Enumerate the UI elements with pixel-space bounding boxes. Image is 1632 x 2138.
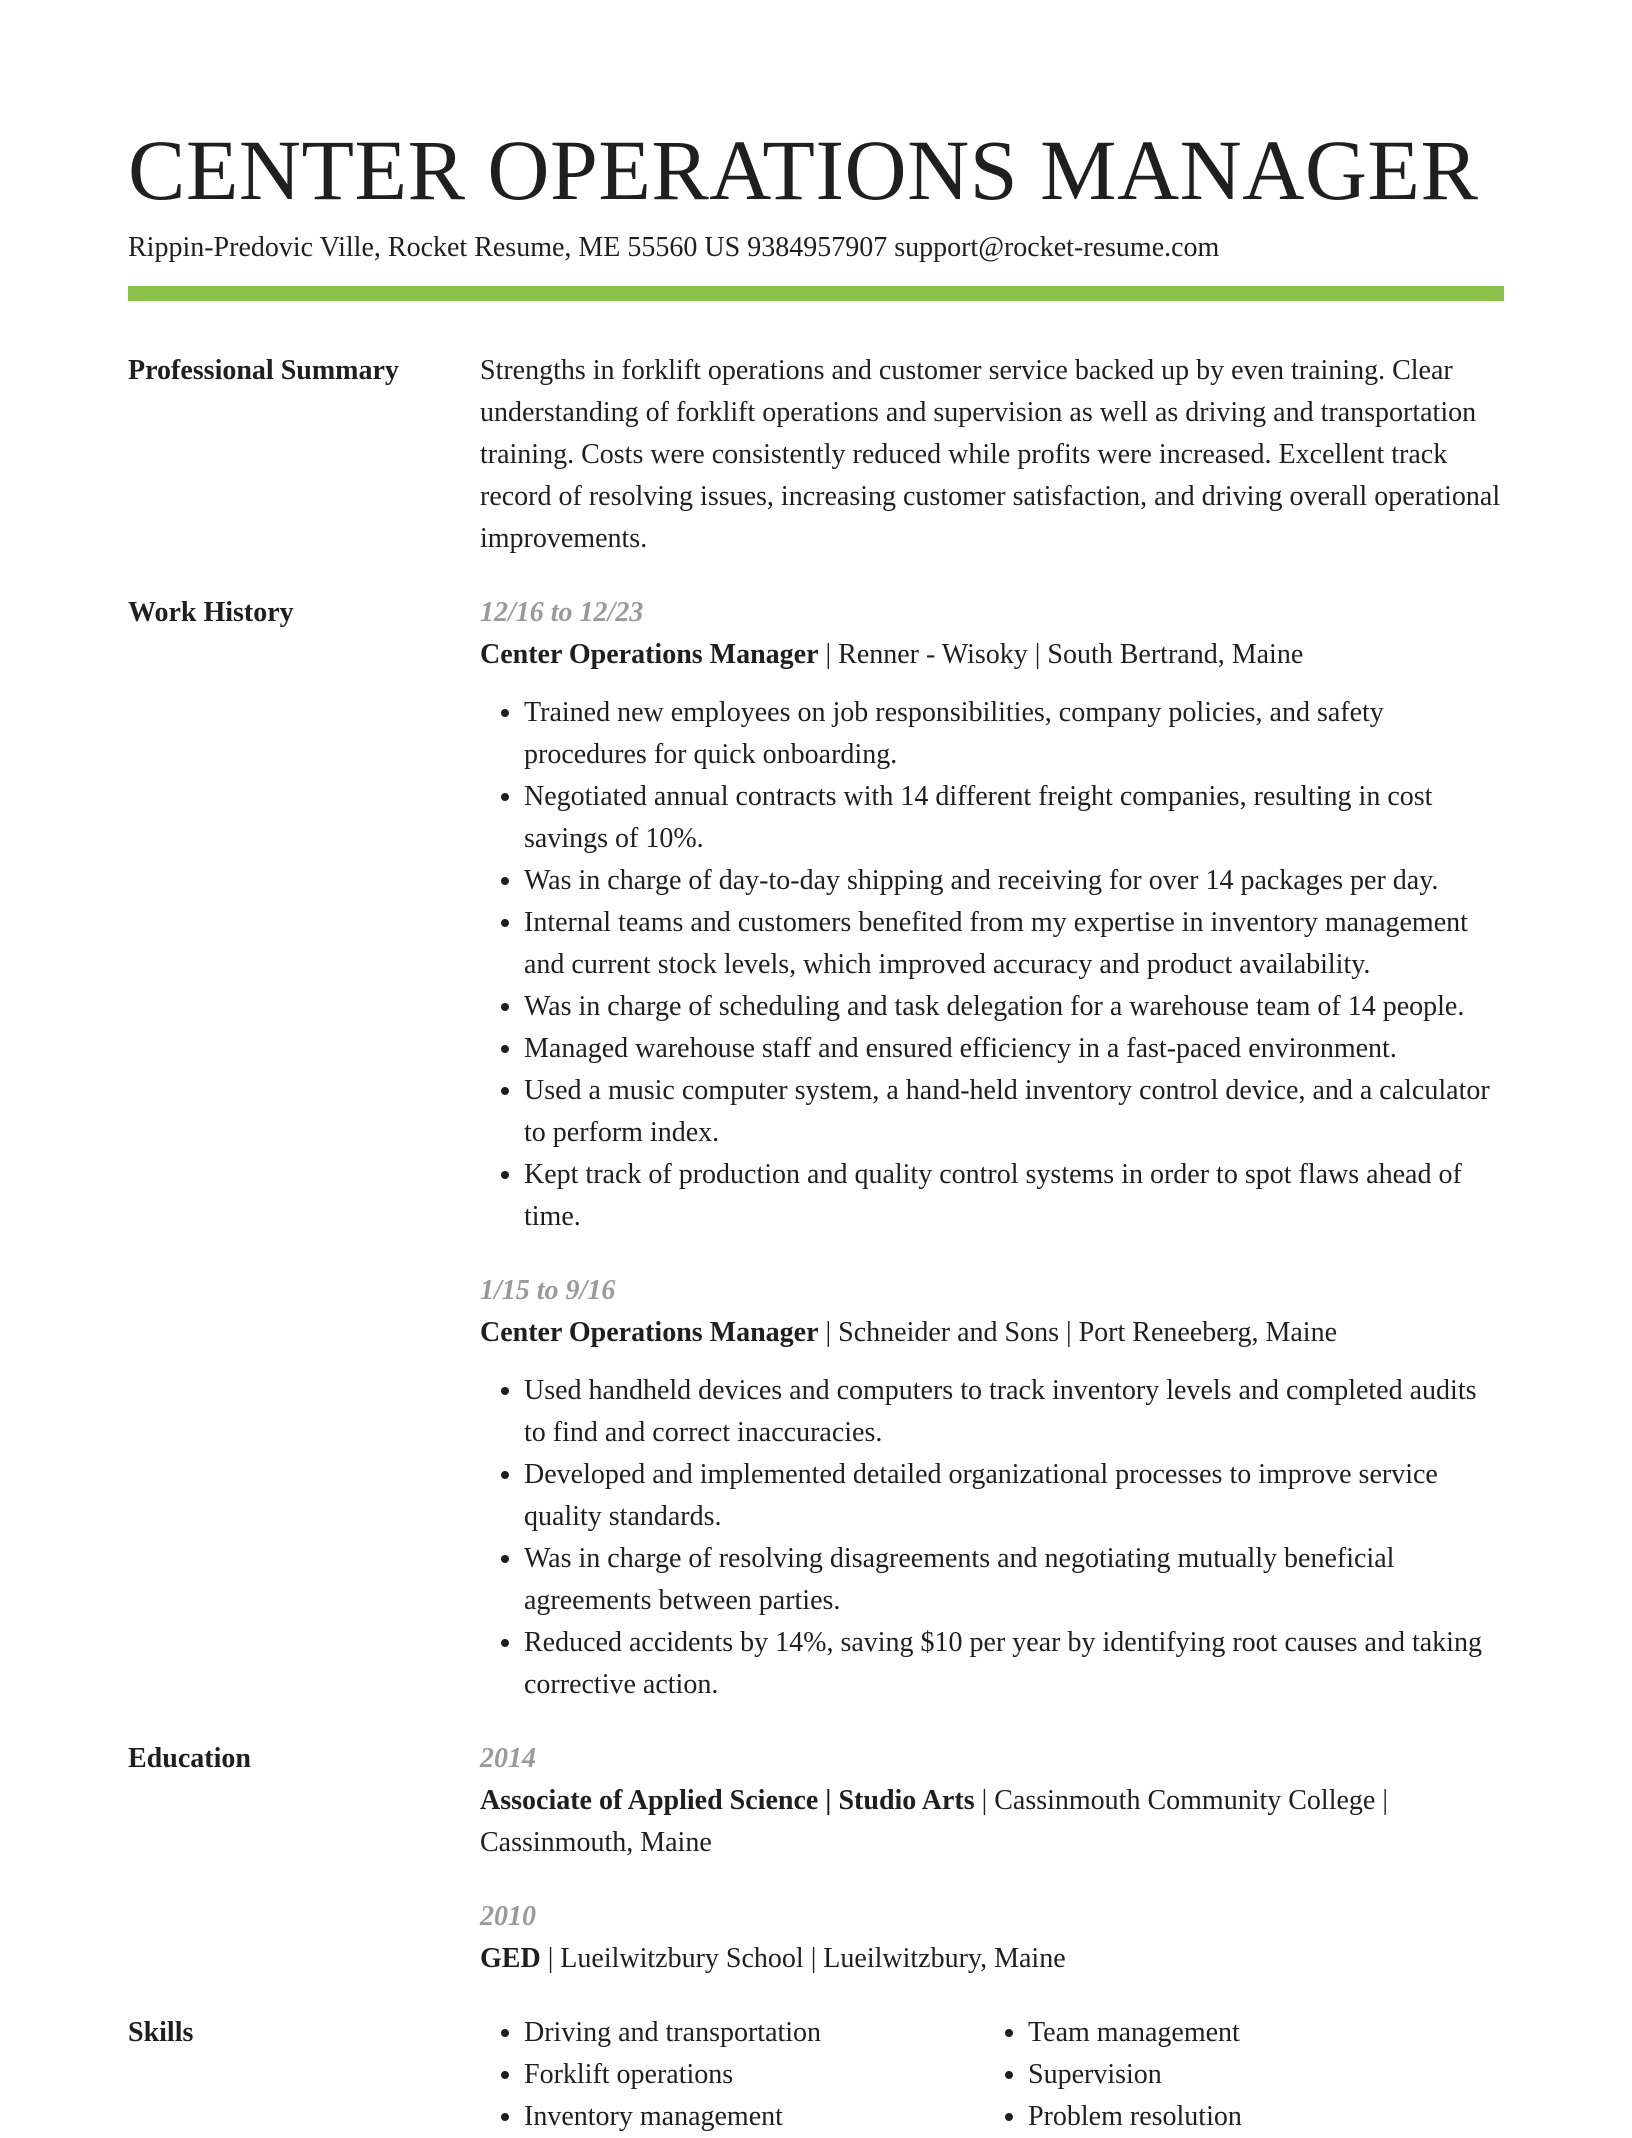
job-bullet: • Was in charge of scheduling and task delegation for a warehouse team of 14 people. (524, 986, 1504, 1028)
education-degree: GED (480, 1943, 541, 1974)
job-bullet: • Trained new employees on job responsibilities, company policies, and safety procedures for quick onboarding. (524, 692, 1504, 776)
skill-item: • Forklift operations (524, 2054, 984, 2096)
education-line (480, 1780, 1504, 1864)
job-role-line (480, 634, 1504, 676)
education-body (480, 1738, 1504, 1980)
skills-column-right (984, 2012, 1488, 2138)
education-school: | Cassinmouth Community College | Cassinmouth, Maine (480, 1785, 1388, 1858)
job-bullet: • Was in charge of day-to-day shipping and receiving for over 14 packages per day. (524, 860, 1504, 902)
job-role-line (480, 1312, 1504, 1354)
job-bullet: • Used a music computer system, a hand-held inventory control device, and a calculator to perform index. (524, 1070, 1504, 1154)
summary-body (480, 350, 1504, 560)
job-entry (480, 592, 1504, 1238)
job-title: Center Operations Manager (480, 639, 819, 670)
skills-grid (480, 2012, 1504, 2138)
job-bullet: • Internal teams and customers benefited from my expertise in inventory management and current stock levels, which improved accuracy and product availability. (524, 902, 1504, 986)
section-label-skills: Skills (128, 2017, 194, 2048)
header-divider (128, 286, 1504, 301)
job-dates: 1/15 to 9/16 (480, 1275, 616, 1306)
summary-text: Strengths in forklift operations and customer service backed up by even training. Clear understanding of forklift operations and supervision as well as driving and transportation training. Costs were consistently reduced while profits were increased. Excellent track record of resolving issues, increasing customer satisfaction, and driving overall operational improvements. (480, 355, 1501, 554)
education-entry (480, 1896, 1504, 1980)
job-bullet: • Kept track of production and quality control systems in order to spot flaws ahead of time. (524, 1154, 1504, 1238)
job-employer: | Renner - Wisoky | South Bertrand, Maine (818, 639, 1304, 670)
education-year: 2014 (480, 1743, 536, 1774)
skill-item: • Problem resolution (1028, 2096, 1488, 2138)
section-label-education: Education (128, 1743, 251, 1774)
skill-item: • Driving and transportation (524, 2012, 984, 2054)
work-history-body (480, 592, 1504, 1706)
section-label-summary: Professional Summary (128, 355, 399, 386)
education-school: | Lueilwitzbury School | Lueilwitzbury, Maine (540, 1943, 1066, 1974)
skills-column-left (480, 2012, 984, 2138)
job-bullets (480, 692, 1504, 1238)
contact-line: Rippin-Predovic Ville, Rocket Resume, ME 55560 US 9384957907 support@rocket-resume.com (128, 232, 1220, 263)
job-dates: 12/16 to 12/23 (480, 597, 644, 628)
education-degree: Associate of Applied Science | Studio Arts (480, 1785, 975, 1816)
job-bullet: • Used handheld devices and computers to track inventory levels and completed audits to find and correct inaccuracies. (524, 1370, 1504, 1454)
job-entry (480, 1270, 1504, 1706)
skill-item: • Supervision (1028, 2054, 1488, 2096)
job-title: Center Operations Manager (480, 1317, 819, 1348)
job-employer: | Schneider and Sons | Port Reneeberg, Maine (818, 1317, 1338, 1348)
job-bullet: • Managed warehouse staff and ensured efficiency in a fast-paced environment. (524, 1028, 1504, 1070)
job-bullets (480, 1370, 1504, 1706)
education-entry (480, 1738, 1504, 1864)
education-year: 2010 (480, 1901, 536, 1932)
job-bullet: • Was in charge of resolving disagreements and negotiating mutually beneficial agreements between parties. (524, 1538, 1504, 1622)
skills-list-left (480, 2012, 984, 2138)
skills-body (480, 2012, 1504, 2138)
skills-list-right (984, 2012, 1488, 2138)
job-bullet: • Reduced accidents by 14%, saving $10 per year by identifying root causes and taking corrective action. (524, 1622, 1504, 1706)
education-line (480, 1938, 1504, 1980)
job-bullet: • Developed and implemented detailed organizational processes to improve service quality standards. (524, 1454, 1504, 1538)
skill-item: • Inventory management (524, 2096, 984, 2138)
section-label-work-history: Work History (128, 597, 294, 628)
resume-title: CENTER OPERATIONS MANAGER (128, 122, 1479, 218)
skill-item: • Team management (1028, 2012, 1488, 2054)
job-bullet: • Negotiated annual contracts with 14 different freight companies, resulting in cost savings of 10%. (524, 776, 1504, 860)
